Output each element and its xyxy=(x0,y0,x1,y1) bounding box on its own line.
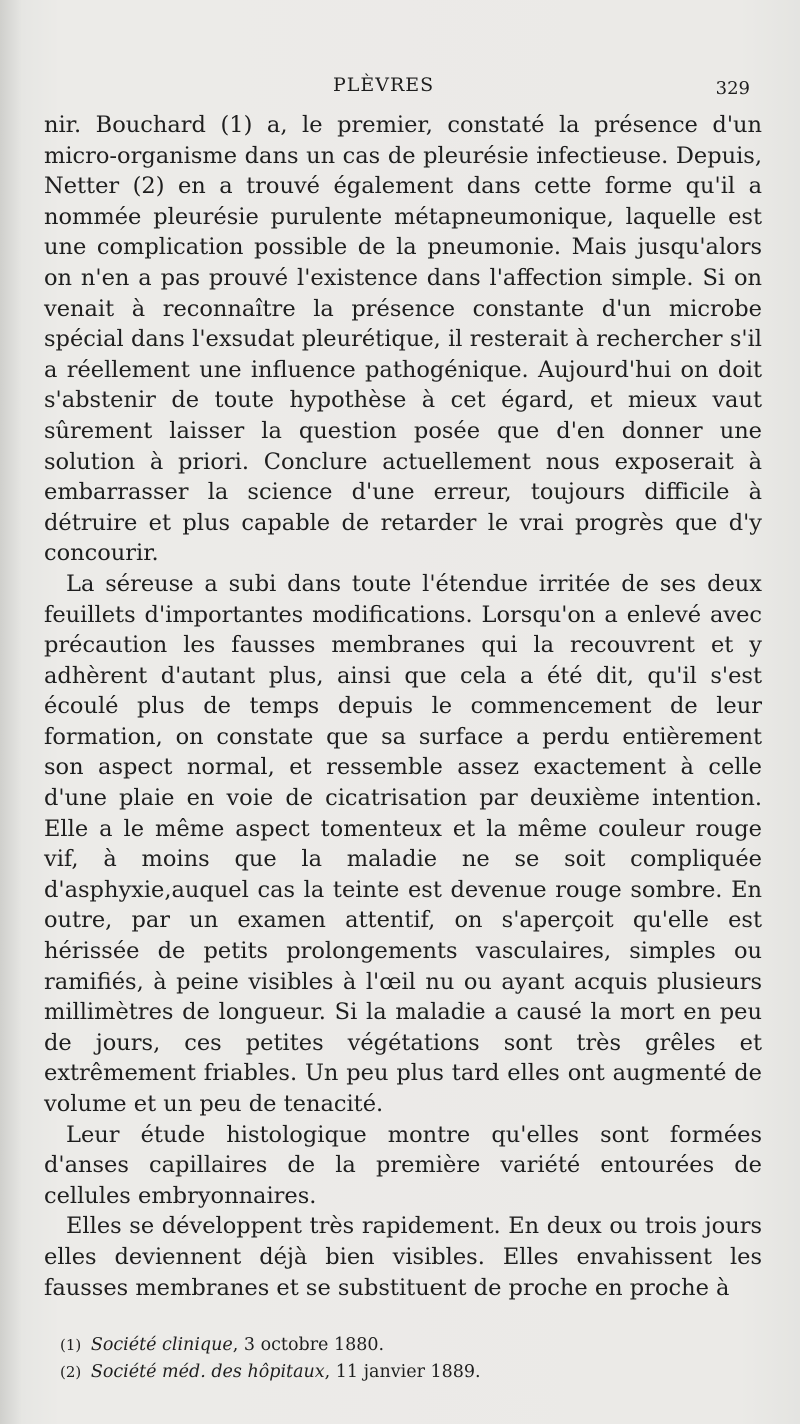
page-number: 329 xyxy=(715,78,750,99)
footnote-number: (1) xyxy=(60,1336,82,1354)
footnote-detail: , 11 janvier 1889. xyxy=(324,1362,481,1382)
paragraph: La séreuse a subi dans toute l'étendue irritée de ses deux feuillets d'importantes modifications. Lorsqu'on a enlevé avec précaution les fausses membranes qui la recouvrent et y adhèrent d'autant plus, ainsi que cela a été dit, qu'il s'est écoulé plus de temps depuis le commencement de leur formation, on constate que sa surface a perdu entièrement son aspect normal, et ressemble assez exactement à celle d'une plaie en voie de cicatrisation par deuxième intention. Elle a le même aspect tomenteux et la même couleur rouge vif, à moins que la maladie ne se soit compliquée d'asphyxie,auquel cas la teinte est devenue rouge sombre. En outre, par un examen attentif, on s'aperçoit qu'elle est hérissée de petits prolongements vasculaires, simples ou ramifiés, à peine visibles à l'œil nu ou ayant acquis plusieurs millimètres de longueur. Si la maladie a causé la mort en peu de jours, ces petites végétations sont très grêles et extrêmement friables. Un peu plus tard elles ont augmenté de volume et un peu de tenacité. xyxy=(44,570,762,1117)
footnote-source: Société méd. des hôpitaux xyxy=(90,1362,325,1382)
footnote xyxy=(60,1359,760,1386)
page-header xyxy=(0,74,800,102)
footnote-detail: , 3 octobre 1880. xyxy=(232,1335,385,1355)
paragraph: nir. Bouchard (1) a, le premier, constaté la présence d'un micro-organisme dans un cas de pleurésie infectieuse. Depuis, Netter (2) en a trouvé également dans cette forme qu'il a nommée pleurésie purulente métapneumonique, laquelle est une complication possible de la pneumonie. Mais jusqu'alors on n'en a pas prouvé l'existence dans l'affection simple. Si on venait à reconnaître la présence constante d'un microbe spécial dans l'exsudat pleurétique, il resterait à rechercher s'il a réellement une influence pathogénique. Aujourd'hui on doit s'abstenir de toute hypothèse à cet égard, et mieux vaut sûrement laisser la question posée que d'en donner une solution à priori. Conclure actuellement nous exposerait à embarrasser la science d'une erreur, toujours difficile à détruire et plus capable de retarder le vrai progrès que d'y concourir. xyxy=(44,112,762,567)
footnotes xyxy=(60,1332,760,1386)
paragraph: Leur étude histologique montre qu'elles sont formées d'anses capillaires de la première variété entourées de cellules embryonnaires. xyxy=(44,1121,762,1209)
paragraph: Elles se développent très rapidement. En deux ou trois jours elles deviennent déjà bien visibles. Elles envahissent les fausses membranes et se substituent de proche en proche à xyxy=(44,1213,762,1301)
body-text xyxy=(44,110,762,1303)
footnote xyxy=(60,1332,760,1359)
footnote-source: Société clinique xyxy=(90,1335,233,1355)
footnote-number: (2) xyxy=(60,1363,82,1381)
running-head: PLÈVRES xyxy=(333,74,435,96)
